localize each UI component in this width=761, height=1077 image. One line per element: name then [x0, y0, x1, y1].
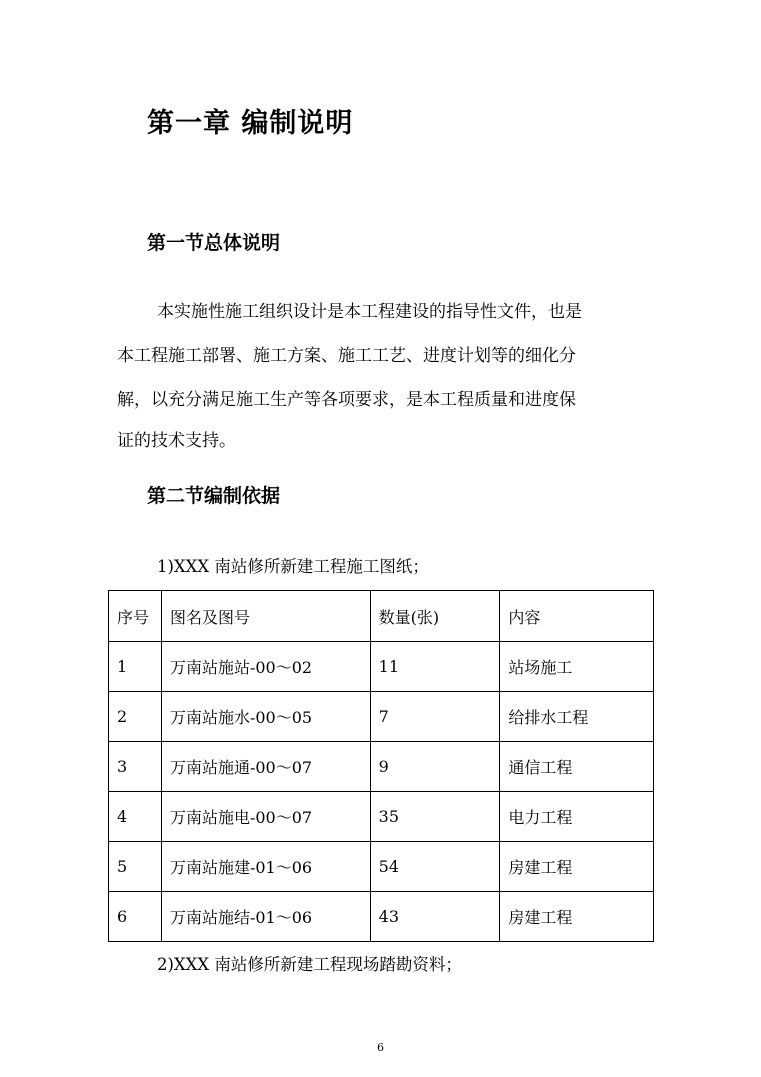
table-row: [109, 642, 654, 692]
table-header-row: [109, 591, 654, 642]
cell-index: 1: [109, 642, 162, 692]
table-row: [109, 792, 654, 842]
paragraph-line: 本实施性施工组织设计是本工程建设的指导性文件，也是: [157, 302, 582, 322]
cell-drawing-name: 万南站施通-00～07: [161, 742, 370, 792]
section-title-basis: 第二节编制依据: [147, 485, 281, 507]
cell-index: 5: [109, 842, 162, 892]
header-quantity: 数量(张): [370, 591, 500, 642]
header-drawing-name: 图名及图号: [161, 591, 370, 642]
cell-index: 6: [109, 892, 162, 942]
header-index: 序号: [109, 591, 162, 642]
table-row: [109, 892, 654, 942]
section-title-overview: 第一节总体说明: [147, 232, 281, 254]
cell-quantity: 11: [370, 642, 500, 692]
paragraph-line: 解，以充分满足施工生产等各项要求，是本工程质量和进度保: [117, 390, 576, 410]
cell-content: 电力工程: [500, 792, 654, 842]
reference-item-2: 2)XXX 南站修所新建工程现场踏勘资料；: [157, 955, 462, 974]
cell-content: 给排水工程: [500, 692, 654, 742]
paragraph-line: 证的技术支持。: [117, 431, 236, 451]
cell-quantity: 7: [370, 692, 500, 742]
table-row: [109, 692, 654, 742]
header-content: 内容: [500, 591, 654, 642]
table-row: [109, 842, 654, 892]
cell-drawing-name: 万南站施结-01～06: [161, 892, 370, 942]
page-number: 6: [377, 1041, 384, 1054]
paragraph-line: 本工程施工部署、施工方案、施工工艺、进度计划等的细化分: [117, 346, 576, 366]
chapter-title: 第一章 编制说明: [147, 108, 354, 139]
cell-drawing-name: 万南站施电-00～07: [161, 792, 370, 842]
cell-drawing-name: 万南站施水-00～05: [161, 692, 370, 742]
cell-quantity: 9: [370, 742, 500, 792]
cell-content: 房建工程: [500, 842, 654, 892]
cell-quantity: 43: [370, 892, 500, 942]
cell-quantity: 35: [370, 792, 500, 842]
cell-index: 3: [109, 742, 162, 792]
cell-drawing-name: 万南站施建-01～06: [161, 842, 370, 892]
cell-drawing-name: 万南站施站-00～02: [161, 642, 370, 692]
table-row: [109, 742, 654, 792]
cell-content: 站场施工: [500, 642, 654, 692]
drawings-table: [108, 590, 654, 942]
cell-index: 4: [109, 792, 162, 842]
cell-content: 房建工程: [500, 892, 654, 942]
reference-item-1: 1)XXX 南站修所新建工程施工图纸；: [157, 557, 429, 576]
cell-quantity: 54: [370, 842, 500, 892]
cell-content: 通信工程: [500, 742, 654, 792]
cell-index: 2: [109, 692, 162, 742]
